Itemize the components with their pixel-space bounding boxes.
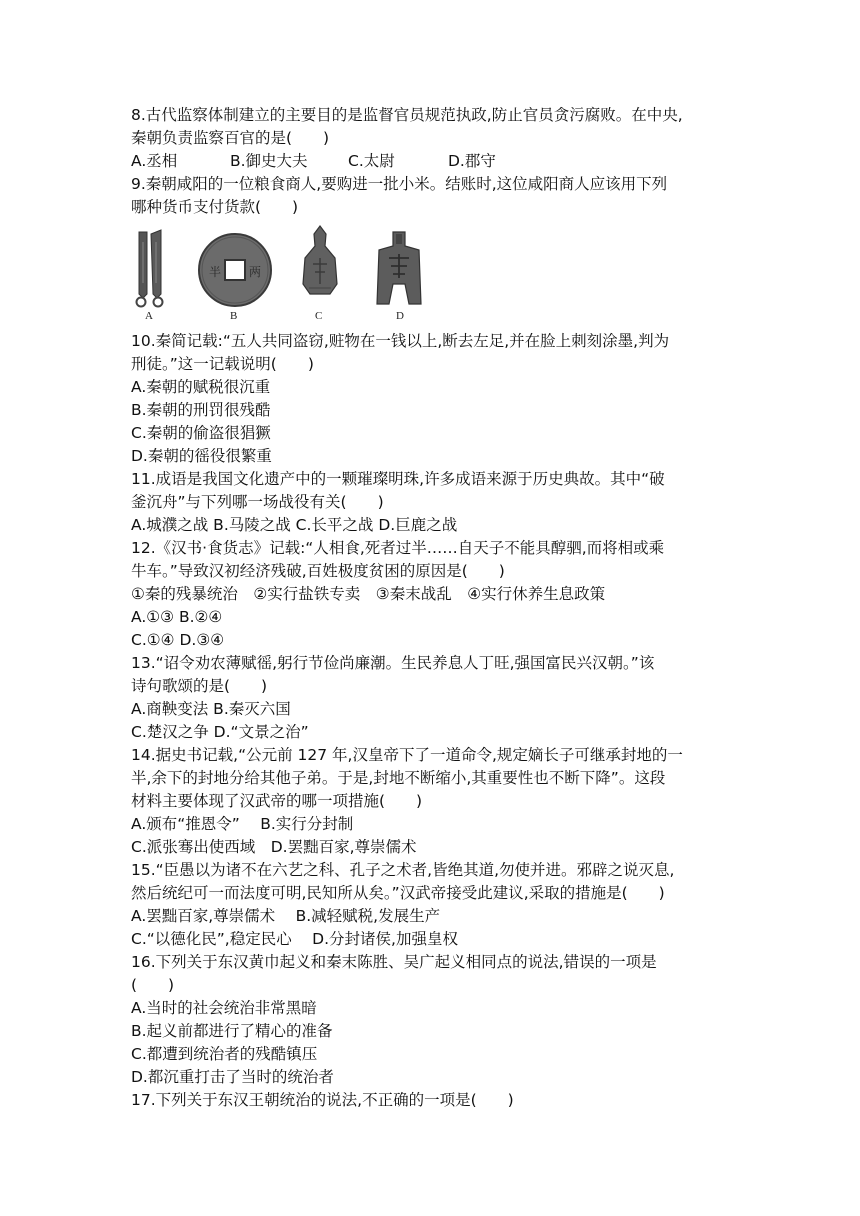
q15-stem-line2: 然后统纪可一而法度可明,民知所从矣。”汉武帝接受此建议,采取的措施是( ) [131,884,665,902]
q8-option-b: B.御史大夫 [230,152,308,170]
q13-options-line1: A.商鞅变法 B.秦灭六国 [131,700,291,718]
coin-label-b: B [230,310,238,322]
q15-options-line1: A.罢黜百家,尊崇儒术 B.减轻赋税,发展生产 [131,907,441,925]
q12-options-line1: A.①③ B.②④ [131,608,223,626]
coin-c-antnose-money-image [295,224,345,308]
q13-stem-line1: 13.“诏令劝农薄赋徭,躬行节俭尚廉潮。生民养息人丁旺,强国富民兴汉朝。”该 [131,654,655,672]
q10-option-a: A.秦朝的赋税很沉重 [131,378,271,396]
q8-option-d: D.郡守 [448,152,496,170]
q14-options-line2: C.派张骞出使西域 D.罢黜百家,尊崇儒术 [131,838,417,856]
coin-a-knife-money-image [125,228,175,308]
q12-stem-line2: 牛车。”导致汉初经济残破,百姓极度贫困的原因是( ) [131,562,505,580]
q8-stem-line2: 秦朝负责监察百官的是( ) [131,129,330,147]
q8-stem-line1: 8.古代监察体制建立的主要目的是监督官员规范执政,防止官员贪污腐败。在中央, [131,106,683,124]
q16-stem-line2: ( ) [131,976,175,994]
coin-b-banliang-image [195,230,275,310]
q9-stem-line1: 9.秦朝咸阳的一位粮食商人,要购进一批小米。结账时,这位咸阳商人应该用下列 [131,175,668,193]
q8-option-a: A.丞相 [131,152,178,170]
svg-text:半: 半 [209,265,222,279]
q8-option-c: C.太尉 [348,152,395,170]
q13-options-line2: C.楚汉之争 D.“文景之治” [131,723,309,741]
q15-stem-line1: 15.“臣愚以为诸不在六艺之科、孔子之术者,皆绝其道,勿使并进。邪辟之说灭息, [131,861,675,879]
q16-option-c: C.都遭到统治者的残酷镇压 [131,1045,318,1063]
q14-stem-line3: 材料主要体现了汉武帝的哪一项措施( ) [131,792,423,810]
coin-figure [125,224,445,328]
q16-stem-line1: 16.下列关于东汉黄巾起义和秦末陈胜、吴广起义相同点的说法,错误的一项是 [131,953,657,971]
q14-options-line1: A.颁布“推恩令” B.实行分封制 [131,815,354,833]
coin-label-d: D [396,310,404,322]
q16-option-a: A.当时的社会统治非常黑暗 [131,999,317,1017]
q12-stem-line1: 12.《汉书·食货志》记载:“人相食,死者过半……自天子不能具醇驷,而将相或乘 [131,539,665,557]
q16-option-b: B.起义前都进行了精心的准备 [131,1022,333,1040]
q16-option-d: D.都沉重打击了当时的统治者 [131,1068,334,1086]
q12-options-line2: C.①④ D.③④ [131,631,225,649]
coin-d-spade-money-image [369,230,429,310]
q10-stem-line2: 刑徒。”这一记载说明( ) [131,355,314,373]
coin-label-a: A [145,310,153,322]
q14-stem-line2: 半,余下的封地分给其他子弟。于是,封地不断缩小,其重要性也不断下降”。这段 [131,769,666,787]
q17-stem-line1: 17.下列关于东汉王朝统治的说法,不正确的一项是( ) [131,1091,514,1109]
q10-option-d: D.秦朝的徭役很繁重 [131,447,272,465]
q10-stem-line1: 10.秦简记载:“五人共同盗窃,赃物在一钱以上,断去左足,并在脸上刺刻涂墨,判为 [131,332,670,350]
q12-items: ①秦的残暴统治 ②实行盐铁专卖 ③秦末战乱 ④实行休养生息政策 [131,585,606,603]
q15-options-line2: C.“以德化民”,稳定民心 D.分封诸侯,加强皇权 [131,930,458,948]
q10-option-c: C.秦朝的偷盗很猖獗 [131,424,271,442]
q10-option-b: B.秦朝的刑罚很残酷 [131,401,271,419]
q11-stem-line2: 釜沉舟”与下列哪一场战役有关( ) [131,493,384,511]
q11-stem-line1: 11.成语是我国文化遗产中的一颗璀璨明珠,许多成语来源于历史典故。其中“破 [131,470,665,488]
coin-label-c: C [315,310,323,322]
q11-options: A.城濮之战 B.马陵之战 C.长平之战 D.巨鹿之战 [131,516,458,534]
q13-stem-line2: 诗句歌颂的是( ) [131,677,268,695]
q9-stem-line2: 哪种货币支付货款( ) [131,198,299,216]
svg-text:两: 两 [249,265,262,279]
q14-stem-line1: 14.据史书记载,“公元前 127 年,汉皇帝下了一道命令,规定嫡长子可继承封地的一 [131,746,683,764]
